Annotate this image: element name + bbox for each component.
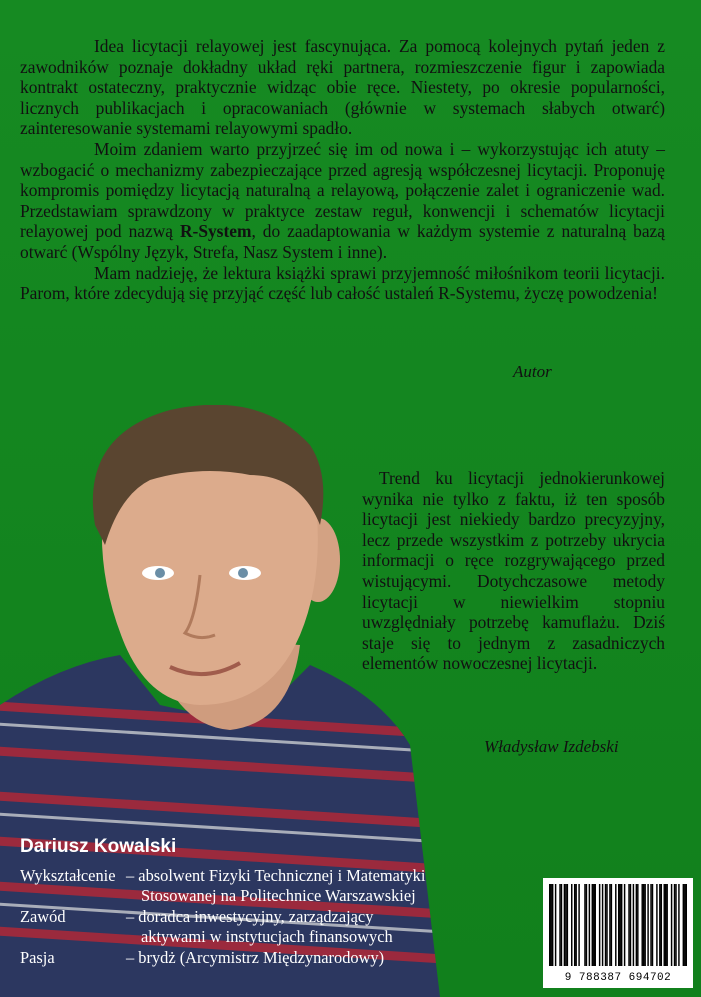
quote-author: Władysław Izdebski <box>484 737 619 756</box>
barcode-bar <box>656 884 657 966</box>
bio-row-education <box>20 866 480 905</box>
barcode-bar <box>619 884 620 966</box>
intro-paragraph-2-text: Moim zdaniem warto przyjrzeć się im od nowa i – wykorzystując ich atuty – wzbogacić o mechanizmy zabezpieczające przed agresją współczesnej licytacji. Proponuję kompromis pomiędzy licytacją naturalną a relayową, połączenie zalet i ograniczenie wad. Przedstawiam sprawdzony w praktyce zestaw reguł, konwencji i schematów licytacji relayowej pod nazwą <box>20 138 665 242</box>
barcode-bar <box>664 884 665 966</box>
barcode-bar <box>593 884 594 966</box>
barcode-bar <box>674 884 675 966</box>
bio-value-line-2: aktywami w instytucjach finansowych <box>141 926 393 946</box>
barcode-bar <box>665 884 666 966</box>
author-name: Dariusz Kowalski <box>20 836 177 857</box>
barcode-bar <box>647 884 648 966</box>
barcode-bar <box>599 884 600 966</box>
barcode-bar <box>621 884 622 966</box>
bio-value-line-1: – doradca inwestycyjny, zarządzający <box>126 907 374 927</box>
barcode-digits: 9 788387 694702 <box>564 972 672 984</box>
barcode-bar <box>684 884 685 966</box>
barcode-bar <box>650 884 651 966</box>
bio-value <box>126 907 480 946</box>
barcode-bar <box>549 884 550 966</box>
barcode-bar <box>675 884 676 966</box>
barcode-bar <box>602 884 603 966</box>
barcode-bar <box>628 884 629 966</box>
bio-label: Pasja <box>20 948 55 968</box>
barcode-bar <box>659 884 660 966</box>
barcode-bar <box>578 884 579 966</box>
isbn-barcode <box>543 878 693 988</box>
barcode-bar <box>605 884 606 966</box>
barcode-bar <box>630 884 631 966</box>
barcode-bar <box>564 884 565 966</box>
bio-value-line-2: Stosowanej na Politechnice Warszawskiej <box>141 885 416 905</box>
intro-text <box>20 36 665 304</box>
barcode-bar <box>574 884 575 966</box>
barcode-bar <box>618 884 619 966</box>
barcode-bar <box>636 884 637 966</box>
bio-row-passion <box>20 948 480 968</box>
barcode-bar <box>678 884 679 966</box>
intro-paragraph-1: Idea licytacji relayowej jest fascynująca. Za pomocą kolejnych pytań jeden z zawodników poznaje dokładny układ ręki partnera, rozmieszczenie figur i zapowiada kontrakt ostateczny, praktycznie widząc obie ręce. Niestety, po okresie popularności, licznych publikacjach i opracowaniach (głównie w systemach słabych otwarć) zainteresowanie systemami relayowymi spadło. <box>20 36 665 139</box>
barcode-bar <box>633 884 634 966</box>
barcode-bar <box>661 884 662 966</box>
barcode-bar <box>643 884 644 966</box>
barcode-bar <box>592 884 593 966</box>
barcode-bar <box>666 884 667 966</box>
barcode-bar <box>637 884 638 966</box>
barcode-bar <box>550 884 551 966</box>
barcode-bar <box>559 884 560 966</box>
author-bio <box>20 866 480 970</box>
barcode-bar <box>555 884 556 966</box>
intro-paragraph-2 <box>20 139 665 263</box>
barcode-bar <box>589 884 590 966</box>
barcode-bar <box>683 884 684 966</box>
barcode-bar <box>552 884 553 966</box>
bio-value <box>126 948 480 968</box>
barcode-bar <box>586 884 587 966</box>
intro-paragraph-3: Mam nadzieję, że lektura książki sprawi przyjemność miłośnikom teorii licytacji. Parom, które zdecydują się przyjąć część lub całość ustaleń R-Systemu, życzę powodzenia! <box>20 262 665 304</box>
barcode-bar <box>606 884 607 966</box>
barcode-bar <box>595 884 596 966</box>
barcode-bar <box>671 884 672 966</box>
intro-paragraph-2-end: , do zaadaptowania w każdym systemie z naturalną bazą otwarć (Wspólny Język, Strefa, Nasz System i inne). <box>20 221 665 262</box>
barcode-bar <box>561 884 562 966</box>
barcode-bar <box>624 884 625 966</box>
barcode-bar <box>611 884 612 966</box>
barcode-bars <box>549 884 687 966</box>
barcode-bar <box>652 884 653 966</box>
bio-label: Wykształcenie <box>20 866 116 885</box>
barcode-bar <box>609 884 610 966</box>
bio-value <box>126 866 480 905</box>
barcode-bar <box>644 884 645 966</box>
barcode-bar <box>584 884 585 966</box>
barcode-bar <box>575 884 576 966</box>
barcode-bar <box>567 884 568 966</box>
barcode-bar <box>565 884 566 966</box>
barcode-bar <box>571 884 572 966</box>
quote-paragraph: Trend ku licytacji jednokierunkowej wynika nie tylko z faktu, iż ten sposób licytacji jest niekiedy bardzo precyzyjny, lecz przede wszystkim z potrzeby ukrycia informacji o ręce rozgrywającego przed wistującymi. Dotychczasowe metody licytacji w niewielkim stopniu uwzględniały potrzebę kamuflażu. Dziś staje się to jednym z zasadniczych elementów nowoczesnej licytacji. <box>362 468 665 674</box>
bio-row-profession <box>20 907 480 946</box>
intro-author: Autor <box>513 362 552 381</box>
r-system-term: R-System <box>179 221 252 242</box>
quote-text <box>362 468 665 674</box>
barcode-bar <box>641 884 642 966</box>
bio-value-line-1: – absolwent Fizyki Technicznej i Matematyki <box>126 866 426 885</box>
bio-value-line-1: – brydż (Arcymistrz Międzynarodowy) <box>126 948 385 968</box>
barcode-bar <box>615 884 616 966</box>
barcode-bar <box>686 884 687 966</box>
bio-label: Zawód <box>20 907 66 927</box>
